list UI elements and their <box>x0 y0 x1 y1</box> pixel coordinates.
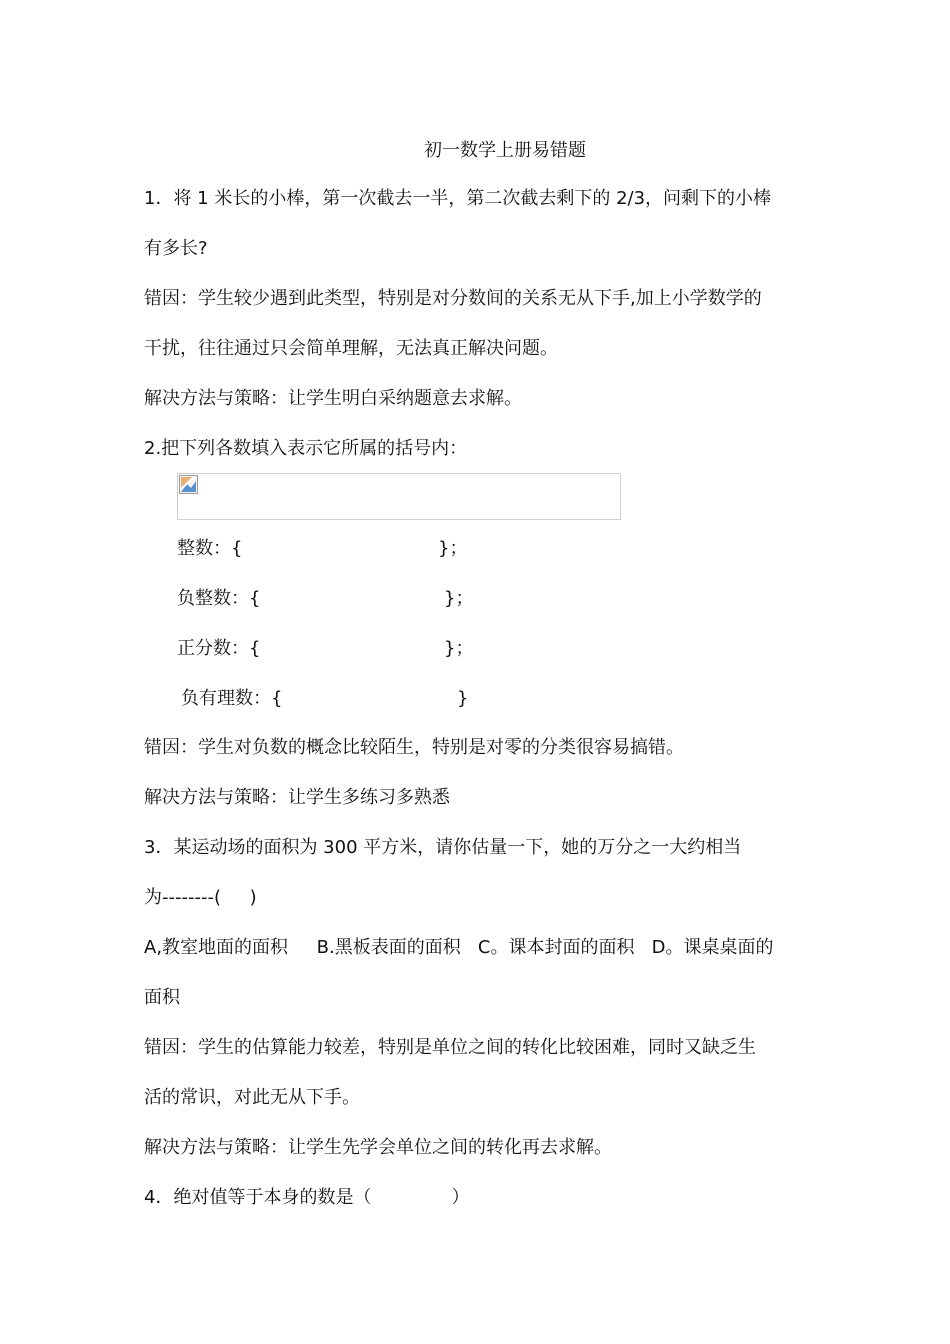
category-integer-label: 整数：{ <box>177 538 243 559</box>
q1-text-line2: 有多长? <box>144 238 208 259</box>
category-negative-rational-close: } <box>457 688 469 709</box>
q3-text-line2: 为--------( ) <box>144 887 257 908</box>
q1-reason-line1: 错因：学生较少遇到此类型，特别是对分数间的关系无从下手,加上小学数学的 <box>144 288 762 309</box>
q2-method: 解决方法与策略：让学生多练习多熟悉 <box>144 787 450 808</box>
number-list-image-box <box>177 473 621 520</box>
category-negative-integer-label: 负整数：{ <box>177 588 261 609</box>
category-negative-integer-close: }； <box>444 588 474 609</box>
q2-text-line1: 2.把下列各数填入表示它所属的括号内： <box>144 438 468 459</box>
document-title: 初一数学上册易错题 <box>424 140 586 161</box>
q3-options-line2: 面积 <box>144 987 180 1008</box>
q3-reason-line1: 错因：学生的估算能力较差，特别是单位之间的转化比较困难，同时又缺乏生 <box>144 1037 756 1058</box>
category-positive-fraction-close: }； <box>444 638 474 659</box>
category-negative-rational-label: 负有理数：{ <box>181 688 283 709</box>
q3-text-line1: 3．某运动场的面积为 300 平方米，请你估量一下，她的万分之一大约相当 <box>144 837 742 858</box>
q3-options-line1: A,教室地面的面积 B.黑板表面的面积 C。课本封面的面积 D。课桌桌面的 <box>144 937 774 958</box>
q4-text-line1: 4．绝对值等于本身的数是（ ） <box>144 1187 470 1208</box>
broken-image-icon <box>179 475 198 494</box>
category-positive-fraction-label: 正分数：{ <box>177 638 261 659</box>
q1-reason-line2: 干扰，往往通过只会简单理解，无法真正解决问题。 <box>144 338 558 359</box>
q1-method: 解决方法与策略：让学生明白采纳题意去求解。 <box>144 388 522 409</box>
category-integer-close: }； <box>438 538 468 559</box>
q3-method: 解决方法与策略：让学生先学会单位之间的转化再去求解。 <box>144 1137 612 1158</box>
q2-reason: 错因：学生对负数的概念比较陌生，特别是对零的分类很容易搞错。 <box>144 737 684 758</box>
q1-text-line1: 1．将 1 米长的小棒，第一次截去一半，第二次截去剩下的 2/3，问剩下的小棒 <box>144 188 772 209</box>
q3-reason-line2: 活的常识，对此无从下手。 <box>144 1087 360 1108</box>
